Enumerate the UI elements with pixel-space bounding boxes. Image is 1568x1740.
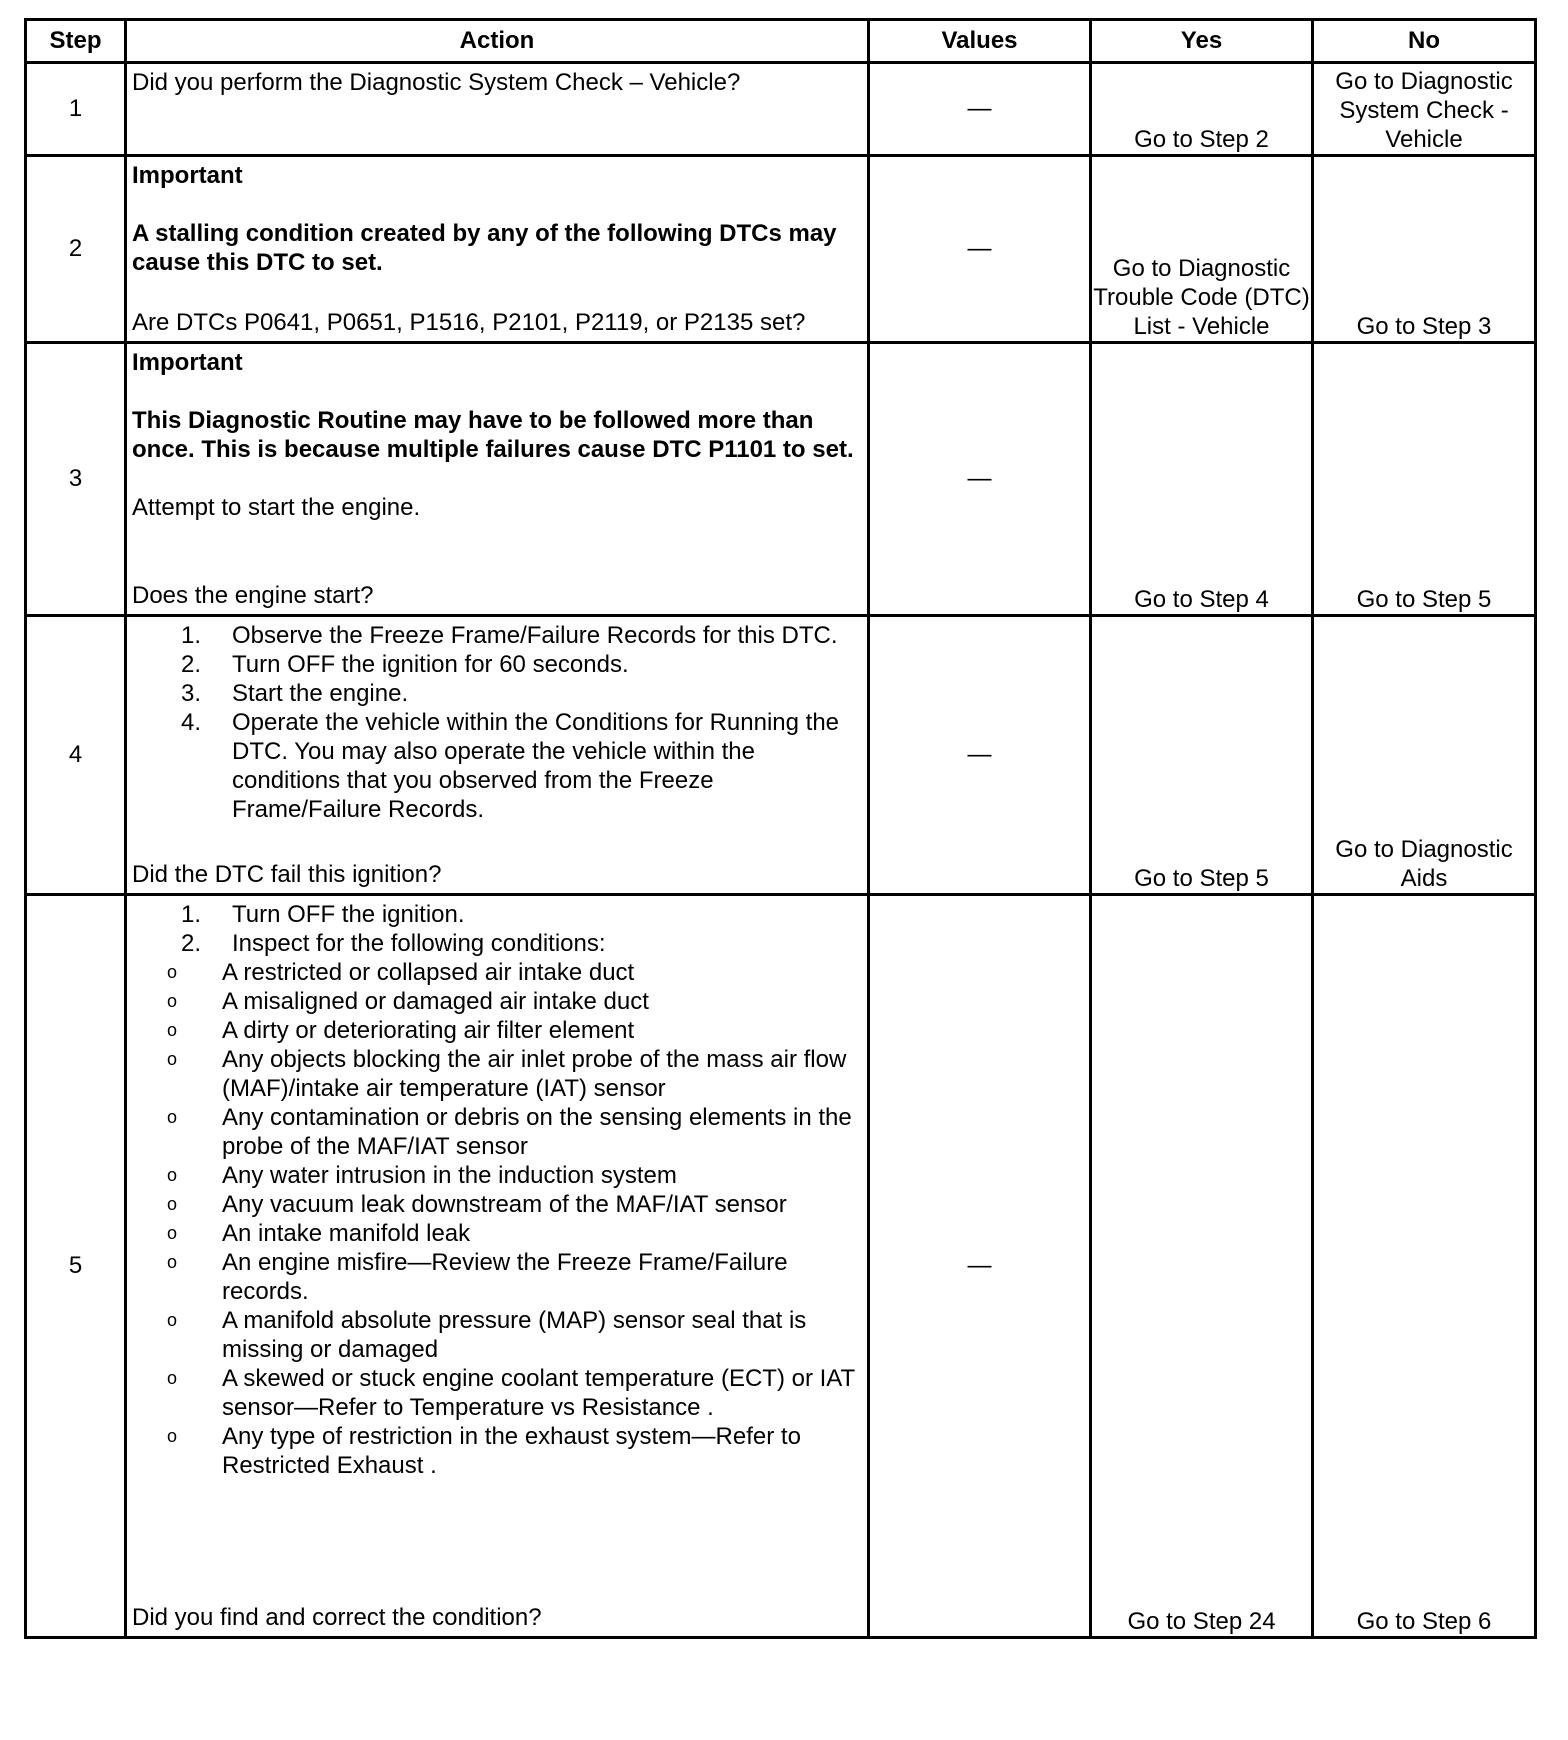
- important-label: Important: [132, 349, 243, 376]
- step-number: 5: [26, 895, 126, 1638]
- diagnostic-table: [24, 18, 1537, 1639]
- bullet-icon: o: [166, 1020, 177, 1040]
- table-row-step-2: [26, 156, 1536, 343]
- action-cell: [126, 895, 869, 1638]
- table-row-step-3: [26, 343, 1536, 616]
- procedure-list: [132, 900, 859, 958]
- header-row: [26, 20, 1536, 63]
- action-cell: [126, 616, 869, 895]
- bullet-icon: o: [166, 1223, 177, 1243]
- no-result: Go to Step 5: [1313, 343, 1536, 616]
- important-note: This Diagnostic Routine may have to be followed more than once. This is because multiple failures cause DTC P1101 to set.: [132, 407, 854, 463]
- action-question: Did you perform the Diagnostic System Check – Vehicle?: [132, 69, 741, 96]
- yes-result: Go to Diagnostic Trouble Code (DTC) List - Vehicle: [1091, 156, 1313, 343]
- action-cell: [126, 156, 869, 343]
- bullet-icon: o: [166, 1310, 177, 1330]
- procedure-list: [132, 621, 859, 824]
- values-cell: —: [869, 343, 1091, 616]
- yes-result: Go to Step 5: [1091, 616, 1313, 895]
- procedure-item: 2. Turn OFF the ignition for 60 seconds.: [180, 651, 629, 678]
- action-question: Did the DTC fail this ignition?: [132, 861, 442, 888]
- action-question: Did you find and correct the condition?: [132, 1604, 542, 1631]
- no-result: Go to Diagnostic Aids: [1313, 616, 1536, 895]
- values-cell: —: [869, 616, 1091, 895]
- action-instruction: Attempt to start the engine.: [132, 494, 421, 521]
- condition-item: o Any type of restriction in the exhaust system—Refer to Restricted Exhaust .: [132, 1422, 859, 1480]
- bullet-icon: o: [166, 1368, 177, 1388]
- values-cell: —: [869, 156, 1091, 343]
- condition-item: o Any objects blocking the air inlet probe of the mass air flow (MAF)/intake air temperature (IAT) sensor: [132, 1045, 859, 1103]
- no-result: Go to Step 3: [1313, 156, 1536, 343]
- important-note: A stalling condition created by any of the following DTCs may cause this DTC to set.: [132, 220, 837, 276]
- conditions-list: [132, 958, 859, 1480]
- condition-item: o A restricted or collapsed air intake duct: [132, 958, 859, 987]
- yes-result: Go to Step 24: [1091, 895, 1313, 1638]
- action-cell: [126, 63, 869, 156]
- bullet-icon: o: [166, 1107, 177, 1127]
- procedure-item: 2. Inspect for the following conditions:: [180, 930, 606, 957]
- important-label: Important: [132, 162, 243, 189]
- condition-item: o An engine misfire—Review the Freeze Frame/Failure records.: [132, 1248, 859, 1306]
- condition-item: o Any vacuum leak downstream of the MAF/IAT sensor: [132, 1190, 859, 1219]
- bullet-icon: o: [166, 1194, 177, 1214]
- condition-item: o A dirty or deteriorating air filter element: [132, 1016, 859, 1045]
- bullet-icon: o: [166, 1049, 177, 1069]
- procedure-item: 3. Start the engine.: [180, 680, 409, 707]
- action-cell: [126, 343, 869, 616]
- no-result: Go to Step 6: [1313, 895, 1536, 1638]
- procedure-item: 1. Observe the Freeze Frame/Failure Records for this DTC.: [180, 622, 838, 649]
- condition-item: o An intake manifold leak: [132, 1219, 859, 1248]
- condition-item: o A manifold absolute pressure (MAP) sensor seal that is missing or damaged: [132, 1306, 859, 1364]
- header-no: No: [1313, 20, 1536, 63]
- condition-item: o Any contamination or debris on the sensing elements in the probe of the MAF/IAT sensor: [132, 1103, 859, 1161]
- step-number: 1: [26, 63, 126, 156]
- bullet-icon: o: [166, 1426, 177, 1446]
- table-row-step-5: [26, 895, 1536, 1638]
- procedure-item: 4. Operate the vehicle within the Conditions for Running the DTC. You may also operate the vehicle within the conditions that you observed from the Freeze Frame/Failure Records.: [180, 709, 840, 823]
- step-number: 2: [26, 156, 126, 343]
- action-question: Are DTCs P0641, P0651, P1516, P2101, P2119, or P2135 set?: [132, 309, 806, 336]
- yes-result: Go to Step 2: [1091, 63, 1313, 156]
- condition-item: o A skewed or stuck engine coolant temperature (ECT) or IAT sensor—Refer to Temperature vs Resistance .: [132, 1364, 859, 1422]
- action-question: Does the engine start?: [132, 582, 374, 609]
- condition-item: o Any water intrusion in the induction system: [132, 1161, 859, 1190]
- step-number: 4: [26, 616, 126, 895]
- values-cell: —: [869, 895, 1091, 1638]
- procedure-item: 1. Turn OFF the ignition.: [180, 901, 465, 928]
- bullet-icon: o: [166, 962, 177, 982]
- values-cell: —: [869, 63, 1091, 156]
- table-row-step-1: [26, 63, 1536, 156]
- no-result: Go to Diagnostic System Check - Vehicle: [1313, 63, 1536, 156]
- header-yes: Yes: [1091, 20, 1313, 63]
- yes-result: Go to Step 4: [1091, 343, 1313, 616]
- header-values: Values: [869, 20, 1091, 63]
- step-number: 3: [26, 343, 126, 616]
- bullet-icon: o: [166, 991, 177, 1011]
- table-row-step-4: [26, 616, 1536, 895]
- header-action: Action: [126, 20, 869, 63]
- header-step: Step: [26, 20, 126, 63]
- condition-item: o A misaligned or damaged air intake duct: [132, 987, 859, 1016]
- bullet-icon: o: [166, 1165, 177, 1185]
- bullet-icon: o: [166, 1252, 177, 1272]
